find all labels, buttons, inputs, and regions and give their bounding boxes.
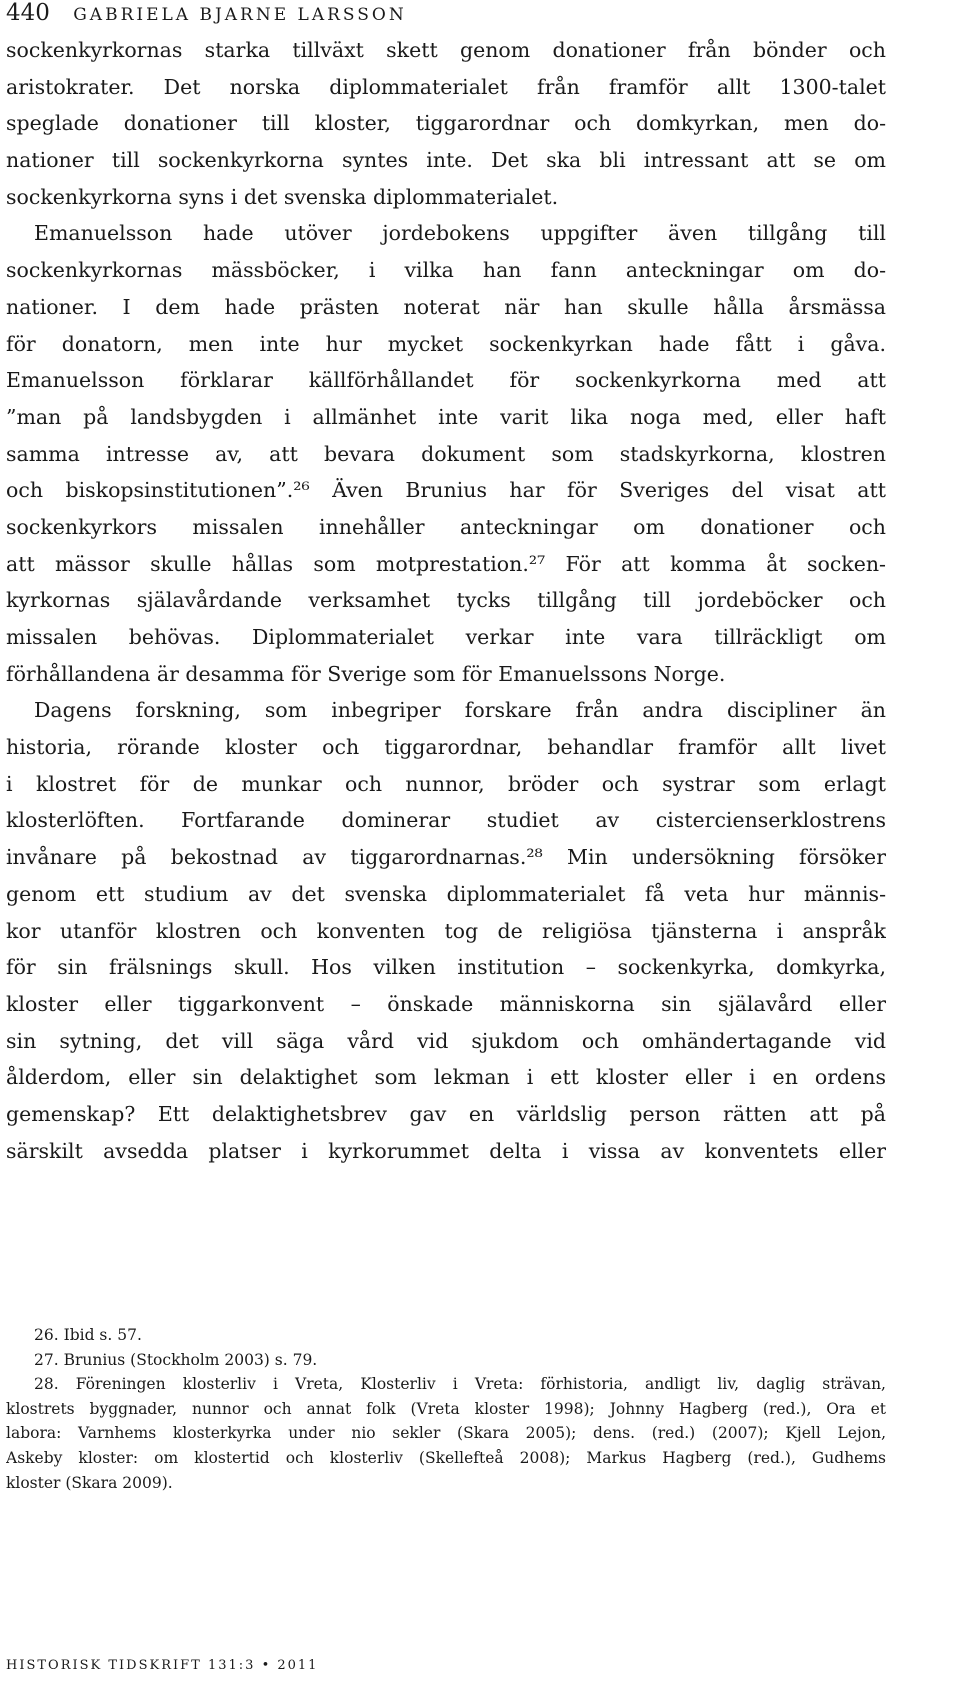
text-line: genom ett studium av det svenska diplommaterialet få veta hur männis- — [6, 881, 886, 906]
text-line: Dagens forskning, som inbegriper forskare från andra discipliner än — [34, 698, 886, 723]
text-line: ”man på landsbygden i allmänhet inte varit lika noga med, eller haft — [6, 404, 886, 429]
text-line: sin sytning, det vill säga vård vid sjukdom och omhändertagande vid — [6, 1028, 886, 1053]
text-line: Emanuelsson förklarar källförhållandet för sockenkyrkorna med att — [6, 368, 886, 393]
running-head-author: GABRIELA BJARNE LARSSON — [73, 5, 407, 25]
footnote-line: Askeby kloster: om klostertid och klosterliv (Skellefteå 2008); Markus Hagberg (red.), Gudhems — [6, 1448, 886, 1467]
footnote-line: labora: Varnhems klosterkyrka under nio sekler (Skara 2005); dens. (red.) (2007); Kjell Lejon, — [6, 1424, 886, 1443]
text-line: särskilt avsedda platser i kyrkorummet delta i vissa av konventets eller — [6, 1138, 886, 1163]
footnote-line: 28. Föreningen klosterliv i Vreta, Klosterliv i Vreta: förhistoria, andligt liv, daglig strävan, — [34, 1375, 886, 1394]
text-line: ålderdom, eller sin delaktighet som lekman i ett kloster eller i en ordens — [6, 1065, 886, 1090]
text-line: sockenkyrkors missalen innehåller anteckningar om donationer och — [6, 514, 886, 539]
body-text — [6, 32, 886, 1169]
text-line: sockenkyrkornas mässböcker, i vilka han fann anteckningar om do- — [6, 258, 886, 283]
text-line: kyrkornas själavårdande verksamhet tycks tillgång till jordeböcker och — [6, 588, 886, 613]
text-line: historia, rörande kloster och tiggarordnar, behandlar framför allt livet — [6, 735, 886, 760]
text-line: nationer till sockenkyrkorna syntes inte. Det ska bli intressant att se om — [6, 148, 886, 173]
text-line: förhållandena är desamma för Sverige som för Emanuelssons Norge. — [6, 661, 726, 686]
footnote-line: klostrets byggnader, nunnor och annat folk (Vreta kloster 1998); Johnny Hagberg (red.), Ora et — [6, 1399, 886, 1418]
text-line: missalen behövas. Diplommaterialet verkar inte vara tillräckligt om — [6, 625, 886, 649]
text-line: i klostret för de munkar och nunnor, bröder och systrar som erlagt — [6, 771, 886, 796]
text-line: invånare på bekostnad av tiggarordnarnas.²⁸ Min undersökning försöker — [6, 845, 886, 870]
text-line: klosterlöften. Fortfarande dominerar studiet av cistercienserklostrens — [6, 808, 886, 833]
footnote-line: kloster (Skara 2009). — [6, 1473, 173, 1492]
text-line: sockenkyrkornas starka tillväxt skett genom donationer från bönder och — [6, 38, 886, 62]
running-header — [6, 0, 407, 26]
text-line: kor utanför klostren och konventen tog de religiösa tjänsterna i anspråk — [6, 918, 886, 943]
text-line: sockenkyrkorna syns i det svenska diplommaterialet. — [6, 184, 559, 209]
text-line: och biskopsinstitutionen”.²⁶ Även Brunius har för Sveriges del visat att — [6, 478, 886, 503]
footnote-line: 26. Ibid s. 57. — [34, 1326, 142, 1344]
text-line: Emanuelsson hade utöver jordebokens uppgifter även tillgång till — [34, 221, 886, 246]
page-number: 440 — [6, 0, 50, 26]
footnotes — [6, 1323, 886, 1495]
text-line: nationer. I dem hade prästen noterat när han skulle hålla årsmässa — [6, 294, 886, 319]
text-line: samma intresse av, att bevara dokument som stadskyrkorna, klostren — [6, 441, 886, 466]
text-line: speglade donationer till kloster, tiggarordnar och domkyrkan, men do- — [6, 111, 886, 136]
text-line: kloster eller tiggarkonvent – önskade människorna sin själavård eller — [6, 991, 886, 1016]
text-line: aristokrater. Det norska diplommaterialet från framför allt 1300-talet — [6, 74, 886, 99]
footnote-line: 27. Brunius (Stockholm 2003) s. 79. — [34, 1350, 318, 1369]
running-footer: HISTORISK TIDSKRIFT 131:3 • 2011 — [6, 1658, 319, 1673]
text-line: gemenskap? Ett delaktighetsbrev gav en världslig person rätten att på — [6, 1101, 886, 1126]
text-line: att mässor skulle hållas som motprestation.²⁷ För att komma åt socken- — [6, 551, 886, 576]
text-line: för sin frälsnings skull. Hos vilken institution – sockenkyrka, domkyrka, — [6, 955, 886, 980]
text-line: för donatorn, men inte hur mycket sockenkyrkan hade fått i gåva. — [6, 331, 886, 356]
